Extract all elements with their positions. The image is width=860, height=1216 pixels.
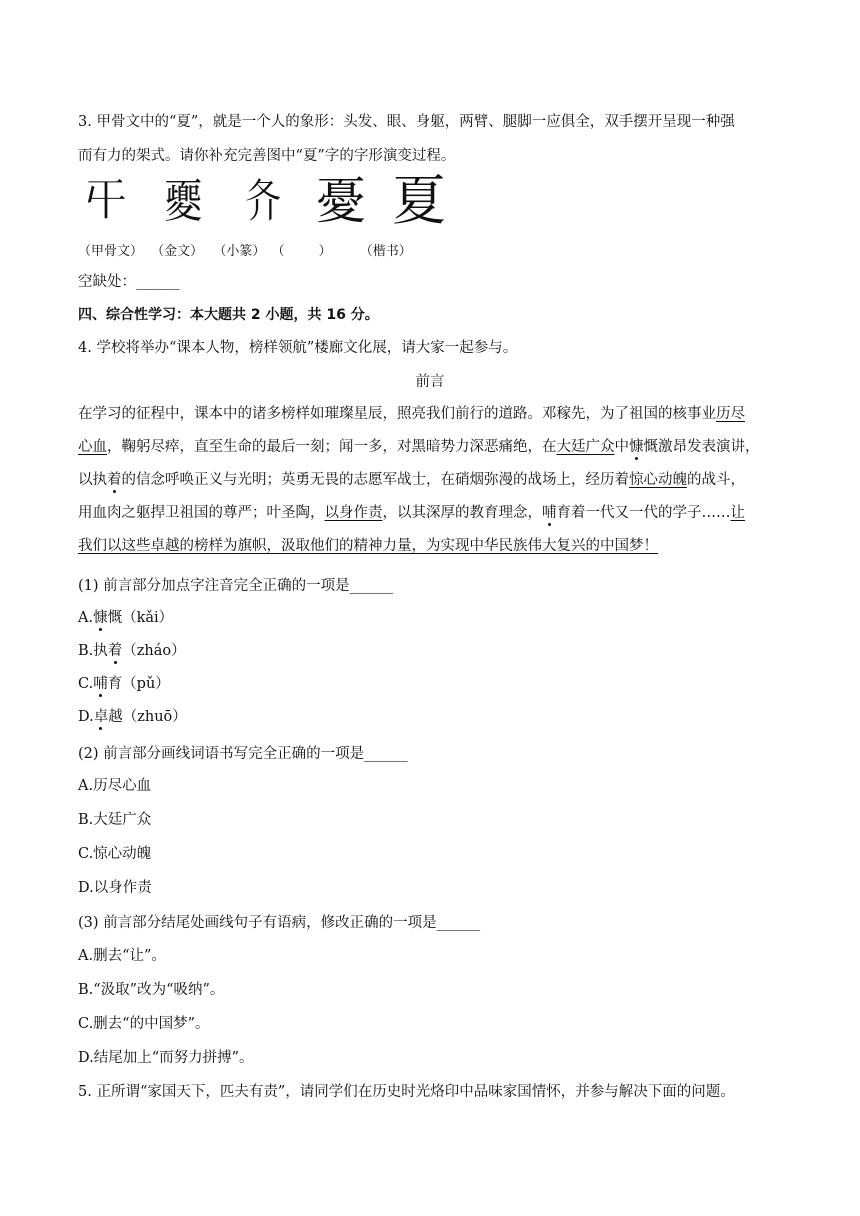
preface-text: 的战斗， xyxy=(687,472,745,488)
xia-evolution-figure xyxy=(80,169,446,232)
question-stem: (2) 前言部分画线词语书写完全正确的一项是 xyxy=(78,746,365,762)
preface-text: 育着一代又一代的学子…… xyxy=(556,505,731,521)
section4-heading: 四、综合性学习：本大题共 2 小题，共 16 分。 xyxy=(78,307,379,323)
q3-text-line1: 3. 甲骨文中的“夏”，就是一个人的象形：头发、眼、身躯，两臂、腿脚一应俱全，双手摆开呈现一种强 xyxy=(78,114,735,130)
q3-text-line2: 而有力的架式。请你补充完善图中“夏”字的字形演变过程。 xyxy=(78,148,456,164)
preface-line4 xyxy=(78,503,745,523)
sub1-option-a[interactable] xyxy=(78,608,173,628)
script-labels xyxy=(78,240,412,259)
underlined-sentence: 我们以这些卓越的榜样为旗帜，汲取他们的精神力量，为实现中华民族伟大复兴的中国梦！ xyxy=(78,538,658,554)
answer-blank[interactable]: ______ xyxy=(349,578,394,594)
label-kaishu: （楷书） xyxy=(359,244,412,259)
underlined-word: 心血 xyxy=(78,439,107,455)
preface-text: 以执 xyxy=(78,472,107,488)
dotted-char: 着 xyxy=(107,472,122,488)
sub1-option-c[interactable] xyxy=(78,674,170,694)
answer-blank[interactable]: ______ xyxy=(436,915,481,931)
sub3-option-d[interactable]: D.结尾加上“而努力拼搏”。 xyxy=(78,1050,254,1066)
preface-line2 xyxy=(78,437,760,457)
label-jinwen: （金文） xyxy=(151,244,204,259)
small-seal-xia-glyph: 𡕓 xyxy=(244,174,282,228)
dotted-char: 哺 xyxy=(542,505,557,521)
preface-line5 xyxy=(78,536,658,556)
underlined-sentence: 让 xyxy=(730,505,745,521)
preface-text: 慨激昂发表演讲， xyxy=(643,439,760,455)
dotted-char: 哺 xyxy=(93,676,108,692)
underlined-word: 惊心动魄 xyxy=(629,472,687,488)
option-label: D. xyxy=(78,709,94,725)
preface-line1 xyxy=(78,404,745,424)
q4-sub2-stem xyxy=(78,744,408,764)
sub2-option-a[interactable]: A.历尽心血 xyxy=(78,778,152,794)
option-label: B.执 xyxy=(78,643,108,659)
sub3-option-c[interactable]: C.删去“的中国梦”。 xyxy=(78,1016,210,1032)
dotted-char: 慷 xyxy=(629,439,644,455)
preface-line3 xyxy=(78,470,745,490)
label-blank-open: （ xyxy=(271,244,285,259)
preface-text: ，鞠躬尽瘁，直至生命的最后一刻；闻一多，对黑暗势力深恶痛绝，在 xyxy=(107,439,557,455)
q3-answer-line xyxy=(78,272,180,292)
preface-text: 用血肉之躯捍卫祖国的尊严；叶圣陶， xyxy=(78,505,325,521)
oracle-bone-xia-glyph: 𡕒 xyxy=(84,173,122,228)
missing-form-xia-glyph: 憂 xyxy=(316,172,366,230)
sub1-option-b[interactable] xyxy=(78,641,186,661)
label-xiaozhuan: （小篆） xyxy=(213,244,266,259)
preface-text: 中 xyxy=(614,439,629,455)
answer-blank[interactable]: ______ xyxy=(136,274,180,290)
question-stem: (1) 前言部分加点字注音完全正确的一项是 xyxy=(78,578,350,594)
sub2-option-b[interactable]: B.大廷广众 xyxy=(78,812,152,828)
label-jiagu: （甲骨文） xyxy=(78,244,144,259)
regular-script-xia-glyph: 夏 xyxy=(392,169,446,232)
option-label: C. xyxy=(78,676,94,692)
sub3-option-b[interactable]: B.“汲取”改为“吸纳”。 xyxy=(78,982,225,998)
underlined-word: 大廷广众 xyxy=(556,439,615,455)
option-text: 育（pǔ） xyxy=(107,676,170,692)
question-stem: (3) 前言部分结尾处画线句子有语病，修改正确的一项是 xyxy=(78,915,437,931)
bronze-xia-glyph: 夒 xyxy=(163,174,203,228)
dotted-char: 慷 xyxy=(93,610,108,626)
dotted-char: 着 xyxy=(107,643,123,659)
option-label: A. xyxy=(78,610,94,626)
sub2-option-d[interactable]: D.以身作责 xyxy=(78,880,152,896)
dotted-char: 卓 xyxy=(93,709,109,725)
label-blank-close: ） xyxy=(318,244,332,259)
preface-title: 前言 xyxy=(415,374,445,390)
preface-text: 的信念呼唤正义与光明；英勇无畏的志愿军战士，在硝烟弥漫的战场上，经历着 xyxy=(121,472,629,488)
sub1-option-d[interactable] xyxy=(78,707,187,727)
option-text: 越（zhuō） xyxy=(108,709,187,725)
blank-prompt: 空缺处： xyxy=(78,274,136,290)
underlined-word: 以身作责 xyxy=(324,505,383,521)
option-text: （zháo） xyxy=(122,643,186,659)
underlined-word: 历尽 xyxy=(716,406,745,422)
q4-intro: 4. 学校将举办“课本人物，榜样领航”楼廊文化展，请大家一起参与。 xyxy=(78,340,518,356)
sub3-option-a[interactable]: A.删去“让”。 xyxy=(78,948,166,964)
option-text: 慨（kǎi） xyxy=(107,610,174,626)
sub2-option-c[interactable]: C.惊心动魄 xyxy=(78,846,152,862)
preface-text: ，以其深厚的教育理念， xyxy=(382,505,542,521)
preface-text: 在学习的征程中，课本中的诸多榜样如璀璨星辰，照亮我们前行的道路。邓稼先，为了祖国的核事业 xyxy=(78,406,716,422)
q4-sub3-stem xyxy=(78,913,480,933)
q5-intro: 5. 正所谓“家国天下，匹夫有责”，请同学们在历史时光烙印中品味家国情怀，并参与解决下面的问题。 xyxy=(78,1084,735,1100)
answer-blank[interactable]: ______ xyxy=(364,746,408,762)
q4-sub1-stem xyxy=(78,576,393,596)
